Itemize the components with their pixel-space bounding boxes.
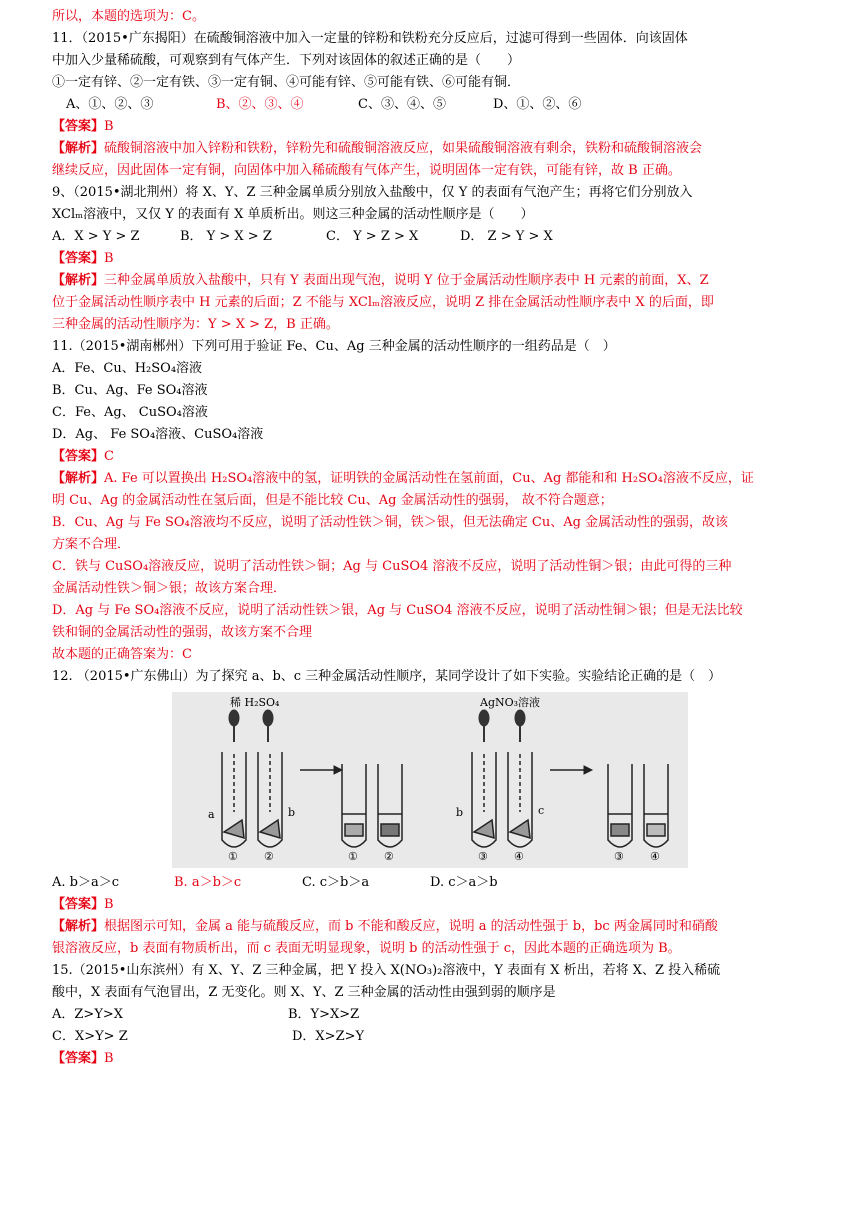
explanation-line	[52, 270, 812, 292]
option-b: B．Y>X>Z	[288, 1007, 360, 1022]
option-c: C．Fe、Ag、 CuSO₄溶液	[52, 405, 208, 420]
option-a: A．X > Y > Z	[52, 229, 140, 244]
option-b: B、②、③、④	[216, 97, 304, 112]
explanation-line: 方案不合理．	[52, 537, 131, 552]
option-b: B. a＞b＞c	[174, 875, 242, 890]
tube-number: ①	[348, 850, 358, 863]
question-11-statements: ①一定有锌、②一定有铁、③一定有铜、④可能有锌、⑤可能有铁、⑥可能有铜．	[52, 75, 521, 90]
metal-b-label: b	[288, 806, 296, 819]
document-page	[52, 6, 812, 1070]
arrow-right-icon	[550, 766, 592, 774]
tube-number: ②	[264, 850, 274, 863]
explanation-label: 【解析】	[52, 471, 105, 486]
test-tube-group-1-after	[342, 764, 402, 847]
explanation-line: 继续反应，因此固体一定有铜，向固体中加入稀硫酸有气体产生，说明固体一定有铁，可能有锌，故 B 正确。	[52, 163, 681, 178]
explanation-line: 故本题的正确答案为：C	[52, 647, 192, 662]
explanation-text: 硫酸铜溶液中加入锌粉和铁粉，锌粉先和硫酸铜溶液反应，如果硫酸铜溶液有剩余，铁粉和硫酸铜溶液会	[104, 141, 703, 156]
explanation-text: A. Fe 可以置换出 H₂SO₄溶液中的氢，证明铁的金属活动性在氢前面，Cu、Ag 都能和和 H₂SO₄溶液不反应，证	[104, 471, 754, 486]
explanation-line: 三种金属的活动性顺序为：Y > X > Z，B 正确。	[52, 317, 339, 332]
option-a: A、①、②、③	[66, 97, 154, 112]
metal-c-label: c	[538, 804, 545, 817]
explanation-line	[52, 916, 812, 938]
option-d: D．Ag、 Fe SO₄溶液、CuSO₄溶液	[52, 427, 264, 442]
metal-b-label: b	[456, 806, 464, 819]
question-11-stem: 11．（2015•广东揭阳）在硫酸铜溶液中加入一定量的锌粉和铁粉充分反应后，过滤可得到一些固体．向该固体	[52, 31, 688, 46]
question-12-stem: 12. （2015•广东佛山）为了探究 a、b、c 三种金属活动性顺序，某同学设计了如下实验。实验结论正确的是（ ）	[52, 669, 722, 684]
answer-value: B	[104, 119, 114, 134]
answer-value: B	[104, 897, 114, 912]
test-tube-group-2	[472, 752, 532, 847]
explanation-line: D．Ag 与 Fe SO₄溶液不反应，说明了活动性铁＞银，Ag 与 CuSO4 溶液不反应，说明了活动性铜＞银；但是无法比较	[52, 603, 743, 618]
answer-label: 【答案】	[52, 449, 105, 464]
test-tube-group-1	[222, 752, 282, 847]
question-11-options	[52, 94, 812, 116]
answer-value: C	[104, 449, 114, 464]
tube-number: ④	[650, 850, 660, 863]
option-b: B． Y > X > Z	[180, 229, 272, 244]
answer-value: B	[104, 251, 114, 266]
answer-line	[52, 446, 812, 468]
explanation-label: 【解析】	[52, 141, 105, 156]
question-12-options	[52, 872, 812, 894]
tube-number: ③	[478, 850, 488, 863]
explanation-label: 【解析】	[52, 919, 105, 934]
agno3-label: AgNO₃溶液	[480, 696, 541, 709]
tube-number: ③	[614, 850, 624, 863]
explanation-line: 位于金属活动性顺序表中 H 元素的后面；Z 不能与 XClₘ溶液反应，说明 Z 排在金属活动性顺序表中 X 的后面，即	[52, 295, 714, 310]
option-c: C．X>Y> Z	[52, 1029, 128, 1044]
question-15-stem: 酸中，X 表面有气泡冒出，Z 无变化。则 X、Y、Z 三种金属的活动性由强到弱的顺序是	[52, 985, 556, 1000]
option-c: C、③、④、⑤	[358, 97, 446, 112]
answer-line	[52, 1048, 812, 1070]
answer-label: 【答案】	[52, 119, 105, 134]
tube-number: ①	[228, 850, 238, 863]
option-d: D. c＞a＞b	[430, 875, 498, 890]
option-d: D、①、②、⑥	[493, 97, 582, 112]
tube-number: ②	[384, 850, 394, 863]
arrow-right-icon	[300, 766, 342, 774]
option-a: A. b＞a＞c	[52, 875, 120, 890]
answer-value: B	[104, 1051, 114, 1066]
explanation-line: 银溶液反应，b 表面有物质析出，而 c 表面无明显现象，说明 b 的活动性强于 c，因此本题的正确选项为 B。	[52, 941, 681, 956]
question-15-options	[52, 1026, 812, 1048]
answer-line	[52, 248, 812, 270]
question-9-stem: XClₘ溶液中，又仅 Y 的表面有 X 单质析出。则这三种金属的活动性顺序是（ ）	[52, 207, 534, 222]
metal-a-label: a	[208, 808, 215, 821]
question-9-stem: 9、（2015•湖北荆州）将 X、Y、Z 三种金属单质分别放入盐酸中，仅 Y 的表面有气泡产生；再将它们分别放入	[52, 185, 693, 200]
explanation-line: 明 Cu、Ag 的金属活动性在氢后面，但是不能比较 Cu、Ag 金属活动性的强弱， 故不符合题意；	[52, 493, 613, 508]
explanation-line: B．Cu、Ag 与 Fe SO₄溶液均不反应，说明了活动性铁＞铜，铁＞银，但无法确定 Cu、Ag 金属活动性的强弱，故该	[52, 515, 729, 530]
explanation-text: 根据图示可知，金属 a 能与硫酸反应，而 b 不能和酸反应，说明 a 的活动性强于 b，bc 两金属同时和硝酸	[104, 919, 718, 934]
question-11-stem: 中加入少量稀硫酸，可观察到有气体产生．下列对该固体的叙述正确的是（ ）	[52, 53, 521, 68]
question-15-stem: 15.（2015•山东滨州）有 X、Y、Z 三种金属，把 Y 投入 X(NO₃)₂溶液中，Y 表面有 X 析出，若将 X、Z 投入稀硫	[52, 963, 721, 978]
explanation-line: 金属活动性铁＞铜＞银；故该方案合理．	[52, 581, 287, 596]
option-b: B．Cu、Ag、Fe SO₄溶液	[52, 383, 208, 398]
option-a: A．Z>Y>X	[52, 1007, 124, 1022]
answer-line	[52, 894, 812, 916]
option-c: C. c＞b＞a	[302, 875, 370, 890]
test-tube-group-2-after	[608, 764, 668, 847]
explanation-line: C．铁与 CuSO₄溶液反应，说明了活动性铁＞铜；Ag 与 CuSO4 溶液不反应，说明了活动性铜＞银；由此可得的三种	[52, 559, 732, 574]
h2so4-label: 稀 H₂SO₄	[230, 696, 280, 709]
option-a: A．Fe、Cu、H₂SO₄溶液	[52, 361, 203, 376]
answer-label: 【答案】	[52, 251, 105, 266]
explanation-line: 铁和铜的金属活动性的强弱，故该方案不合理	[52, 625, 313, 640]
tube-number: ④	[514, 850, 524, 863]
text-line: 所以，本题的选项为：C。	[52, 9, 205, 24]
question-9-options	[52, 226, 812, 248]
test-tubes-diagram	[172, 692, 688, 868]
question-15-options	[52, 1004, 812, 1026]
explanation-line	[52, 138, 812, 160]
option-c: C． Y > Z > X	[326, 229, 419, 244]
option-d: D．X>Z>Y	[292, 1029, 365, 1044]
answer-label: 【答案】	[52, 897, 105, 912]
question-11b-stem: 11.（2015•湖南郴州）下列可用于验证 Fe、Cu、Ag 三种金属的活动性顺序的一组药品是（ ）	[52, 339, 616, 354]
answer-line	[52, 116, 812, 138]
answer-label: 【答案】	[52, 1051, 105, 1066]
option-d: D． Z > Y > X	[460, 229, 553, 244]
explanation-line	[52, 468, 812, 490]
dropper-icon	[229, 710, 525, 742]
explanation-text: 三种金属单质放入盐酸中，只有 Y 表面出现气泡，说明 Y 位于金属活动性顺序表中 H 元素的前面，X、Z	[104, 273, 709, 288]
explanation-label: 【解析】	[52, 273, 105, 288]
experiment-figure	[172, 692, 688, 868]
